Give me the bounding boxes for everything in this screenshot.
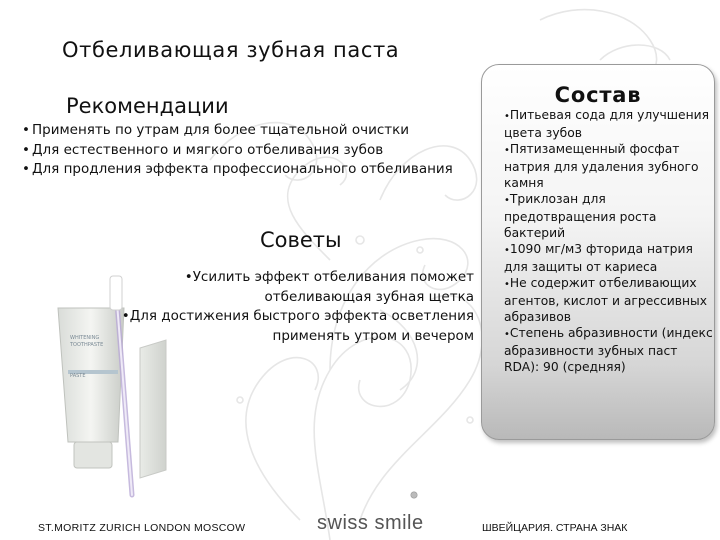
list-item: • Не содержит отбеливающих агентов, кислот и агрессивных абразивов [504,275,714,325]
list-item: • Питьевая сода для улучшения цвета зубов [504,107,714,141]
list-item: • Усилить эффект отбеливания поможет отбеливающая зубная щетка [94,268,474,307]
composition-box [481,64,715,440]
list-item: • Триклозан для предотвращения роста бактерий [504,191,714,241]
composition-heading: Состав [554,83,642,107]
footer-tagline: ШВЕЙЦАРИЯ. СТРАНА ЗНАК [482,522,628,534]
composition-list [504,107,714,375]
list-item: • Степень абразивности (индекс абразивности зубных паст RDA): 90 (средняя) [504,325,714,375]
recommendations-list [22,121,462,180]
tube-text-line: PASTE [70,373,86,379]
list-item: • Применять по утрам для более тщательной очистки [22,121,462,141]
list-item: • Для естественного и мягкого отбеливания зубов [22,141,462,161]
recommendations-heading: Рекомендации [66,94,229,118]
tips-list [94,268,474,346]
brand-logo: swiss smile [317,512,424,534]
tips-heading: Советы [260,228,342,252]
list-item: • 1090 мг/м3 фторида натрия для защиты от кариеса [504,241,714,275]
footer-cities: ST.MORITZ ZURICH LONDON MOSCOW [38,522,246,534]
tube-text-line: WHITENING [70,335,100,341]
slide-title: Отбеливающая зубная паста [62,38,400,62]
list-item: • Для продления эффекта профессионального отбеливания [22,160,462,180]
list-item: • Пятизамещенный фосфат натрия для удаления зубного камня [504,141,714,191]
list-item: • Для достижения быстрого эффекта осветления применять утром и вечером [94,307,474,346]
tube-text-line: TOOTHPASTE [70,342,104,348]
logo-mark-icon [410,491,418,499]
